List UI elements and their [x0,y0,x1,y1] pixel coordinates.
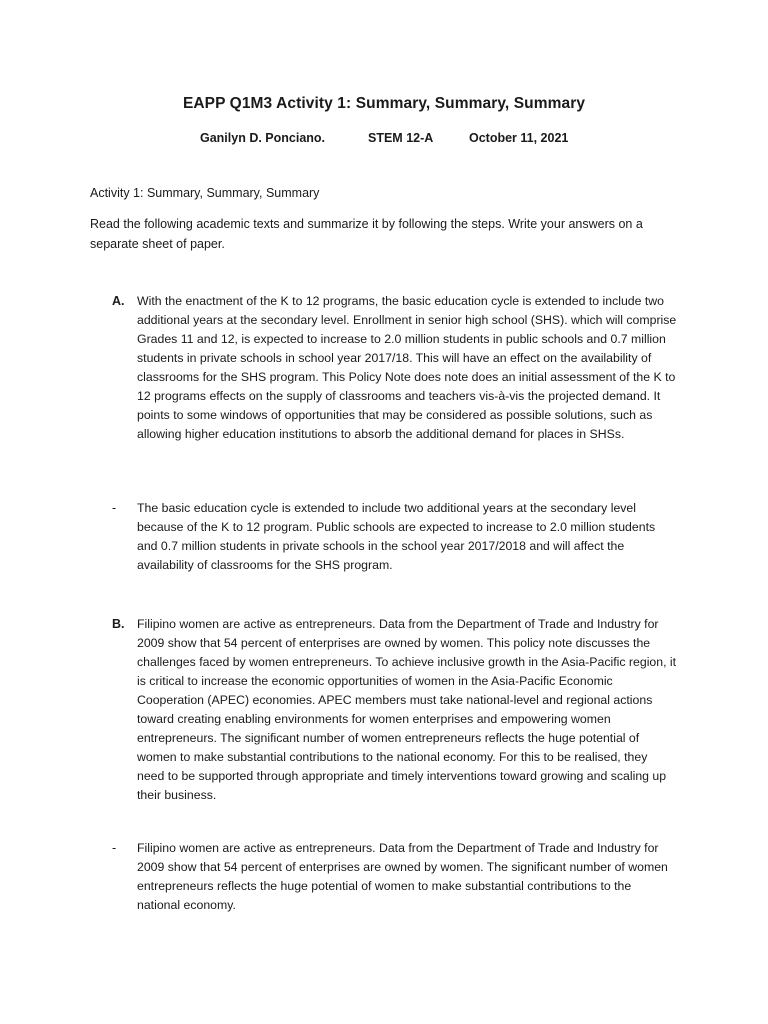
student-name: Ganilyn D. Ponciano. [200,131,326,145]
student-section: STEM 12-A [368,131,434,145]
passage-text: With the enactment of the K to 12 programs, the basic education cycle is extended to include two additional years at the secondary level. Enrollment in senior high school (SHS). which will comprise Grades 11 and 12, is expected to increase to 2.0 million students in public schools and 0.7 million students in private schools in school year 2017/18. This will have an effect on the availability of classrooms for the SHS program. This Policy Note does note does an initial assessment of the K to 12 programs effects on the supply of classrooms and teachers vis-à-vis the projected demand. It points to some windows of opportunities that may be considered as possible solutions, such as allowing higher education institutions to absorb the additional demand for places in SHSs. [137,294,677,441]
activity-heading: Activity 1: Summary, Summary, Summary [90,186,320,200]
item-marker: A. [112,294,125,308]
item-marker: - [112,841,117,855]
document-title: EAPP Q1M3 Activity 1: Summary, Summary, Summary [182,95,586,112]
submission-date: October 11, 2021 [469,131,569,145]
passage-text: Filipino women are active as entrepreneurs. Data from the Department of Trade and Industry for 2009 show that 54 percent of enterprises are owned by women. This policy note discusses the challenges faced by women entrepreneurs. To achieve inclusive growth in the Asia-Pacific region, it is critical to increase the economic opportunities of women in the Asia-Pacific Economic Cooperation (APEC) economies. APEC members must take national-level and regional actions toward creating enabling environments for women enterprises and empowering women entrepreneurs. The significant number of women entrepreneurs reflects the huge potential of women to make substantial contributions to the national economy. For this to be realised, they need to be supported through appropriate and timely interventions toward growing and scaling up their business. [137,617,677,802]
summary-text: Filipino women are active as entrepreneurs. Data from the Department of Trade and Industry for 2009 show that 54 percent of enterprises are owned by women. The significant number of women entrepreneurs reflects the huge potential of women to make substantial contributions to the national economy. [137,841,668,912]
item-marker: - [112,501,117,515]
item-marker: B. [112,617,125,631]
summary-text: The basic education cycle is extended to include two additional years at the secondary level because of the K to 12 program. Public schools are expected to increase to 2.0 million students and 0.7 million students in private schools in the school year 2017/2018 and will affect the availability of classrooms for the SHS program. [137,501,656,572]
instructions-paragraph: Read the following academic texts and summarize it by following the steps. Write your answers on a separate sheet of paper. [90,217,643,251]
